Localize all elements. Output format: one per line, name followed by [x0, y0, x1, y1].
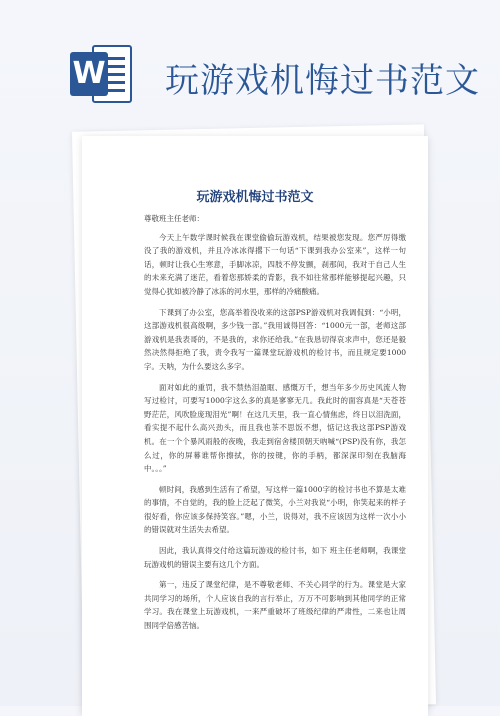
salutation: 尊敬班主任老师： [144, 214, 204, 223]
paragraph-6: 第一，违反了课堂纪律，是不尊敬老师、不关心同学的行为。课堂是大家共同学习的场所，个人应该自我的言行举止，万万不可影响到其他同学的正常学习。我在课堂上玩游戏机，一来严重破坏了班级纪律的严肃性，二来也让周围同学倍感苦恼。 [144, 580, 406, 631]
document-title: 玩游戏机悔过书范文 [196, 190, 314, 205]
word-document-icon [70, 45, 132, 103]
header-title: 玩游戏机悔过书范文 [165, 61, 480, 101]
word-icon-badge: W [70, 52, 108, 96]
page-header [0, 0, 500, 130]
document-body [144, 212, 406, 640]
paragraph-5: 因此，我认真得交付给这篇玩游戏的检讨书，如下 班主任老师啊，我课堂玩游戏机的错误主要有这几个方面。 [144, 546, 406, 569]
document-page [82, 136, 428, 716]
paragraph-1: 今天上午数学课时候我在课堂偷偷玩游戏机，结果被您发现。您严厉得缴没了我的游戏机，并且冷冰冰得撂下一句话“下课到我办公室来”，这样一句话，顿时让我心生寒意，手脚冰凉，四肢不停发颤，刹那间，我对于自己人生的未来充满了迷茫，看着您那娇柔的背影，我不如往常那样能够提起兴趣，只觉得心犹如被冷静了冰冻的河水里，那样的冷痛酸痛。 [144, 232, 406, 296]
paragraph-3: 面对如此的重罚，我不禁热泪盈眶、感慨万千，想当年多少历史风流人物写过检讨，可要写1000字这么多的真是寥寥无几。我此时的面容真是“天苍苍野茫茫，风吹脸庞现泪光”啊！在这几天里，我一直心情焦虑，终日以泪洗面，看实提不起什么高兴劲头，而且我也茶不思饭不想，惦记这我这部PSP游戏机。在一个个暴风雨般的夜晚，我走到宿舍楼顶朝天吶喊“(PSP)没有你，我怎么过，你的屏幕谁帮你擦拭，你的按键，你的手柄，都深深印刻在我脑海中。。。” [144, 382, 406, 474]
paragraph-2: 下课到了办公室，您高举着没收来的这部PSP游戏机对我调侃到：“小明，这部游戏机很高级啊，多少钱一部。”我用诚得回答：“1000元一部，老师这部游戏机是我表哥的，不是我的，求你还给我。”在我恳切得哀求声中，您还是毅然决然得拒绝了我，责令我写一篇课堂玩游戏机的检讨书，而且规定要1000字。天呐，为什么要这么多字。 [144, 307, 406, 371]
paragraph-4: 顿时间，我感到生活有了希望，写这样一篇1000字的检讨书也不算是太难的事情，不自觉的，我的脸上泛起了微笑，小兰对我说“小明，你笑起来的样子很好看，你应该多保持笑容。”嗯，小兰，说得对，我不应该因为这样一次小小的错误就对生活失去希望。 [144, 484, 406, 535]
